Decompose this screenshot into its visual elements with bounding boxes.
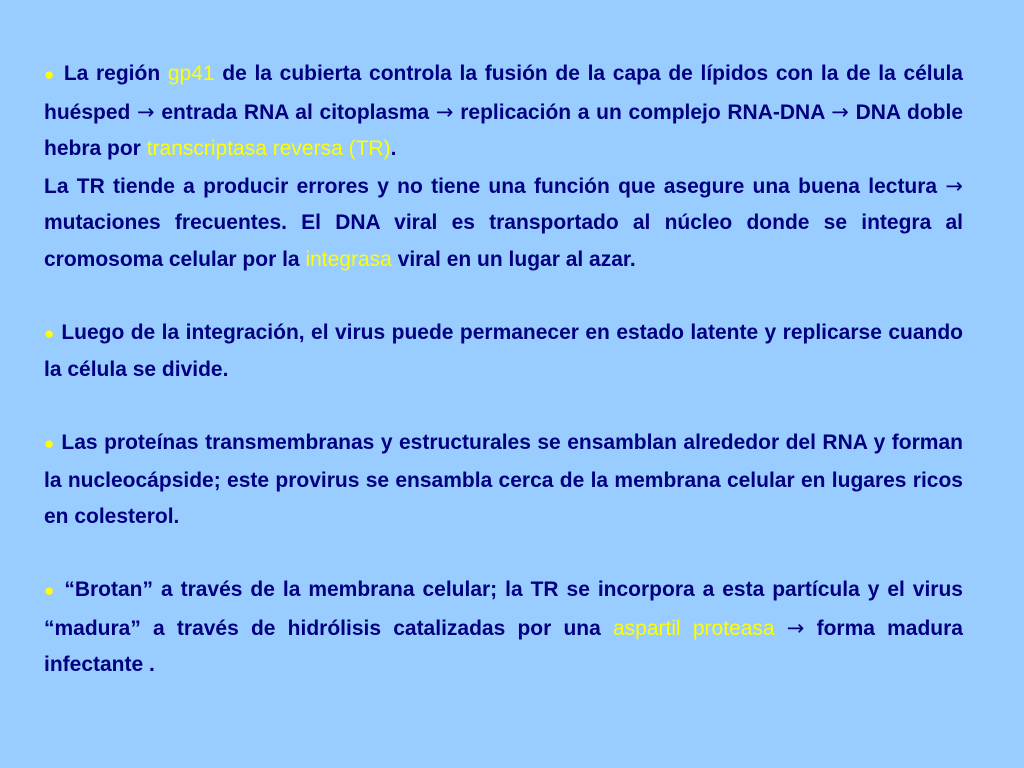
bullet-icon: ●: [44, 323, 55, 343]
bullet-icon: ●: [44, 65, 57, 84]
text-segment: Las proteínas transmembranas y estructurales se ensamblan alrededor del RNA y forman la nucleocápside; este provirus se ensambla cerca de la membrana celular en lugares ricos en colesterol.: [44, 431, 963, 528]
highlight-transcriptasa: transcriptasa reversa (TR): [146, 137, 391, 160]
text-segment: .: [390, 137, 397, 160]
text-segment: DNA doble hebra por: [44, 100, 964, 160]
arrow-right-icon: →: [831, 99, 849, 124]
text-segment: La TR tiende a producir errores y no tiene una función que asegure una buena lectura: [44, 174, 946, 198]
highlight-gp41: gp41: [167, 62, 215, 85]
arrow-right-icon: →: [945, 173, 963, 198]
paragraph-assembly: [44, 425, 963, 536]
slide-body: [44, 56, 963, 684]
bullet-icon: ●: [44, 434, 55, 453]
text-segment: replicación a un complejo RNA-DNA: [453, 100, 832, 124]
paragraph-viral-fusion: [44, 56, 963, 278]
bullet-icon: ●: [44, 581, 57, 600]
text-segment: forma madura infectante .: [44, 616, 963, 676]
text-segment: viral en un lugar al azar.: [391, 247, 636, 271]
text-segment: “Brotan” a través de la membrana celular; la TR se incorpora a esta partícula y el virus “madura” a través de hidrólisis catalizadas por una: [44, 578, 963, 640]
arrow-right-icon: →: [435, 99, 454, 124]
text-segment: La región: [63, 62, 168, 85]
paragraph-latency: [44, 315, 963, 389]
text-segment: Luego de la integración, el virus puede permanecer en estado latente y replicarse cuando la célula se divide.: [44, 320, 963, 381]
highlight-aspartil-proteasa: aspartil proteasa: [613, 616, 775, 640]
text-segment: entrada RNA al citoplasma: [154, 100, 436, 124]
arrow-right-icon: →: [786, 615, 805, 640]
arrow-right-icon: →: [137, 99, 155, 124]
text-segment: mutaciones frecuentes. El DNA viral es transportado al núcleo donde se integra al cromosoma celular por la: [44, 211, 963, 271]
highlight-integrasa: integrasa: [305, 247, 392, 271]
text-segment: de la cubierta controla la fusión de la capa de lípidos con la de la célula huésped: [44, 62, 963, 124]
paragraph-budding: [44, 572, 963, 684]
text-segment: [775, 617, 787, 640]
